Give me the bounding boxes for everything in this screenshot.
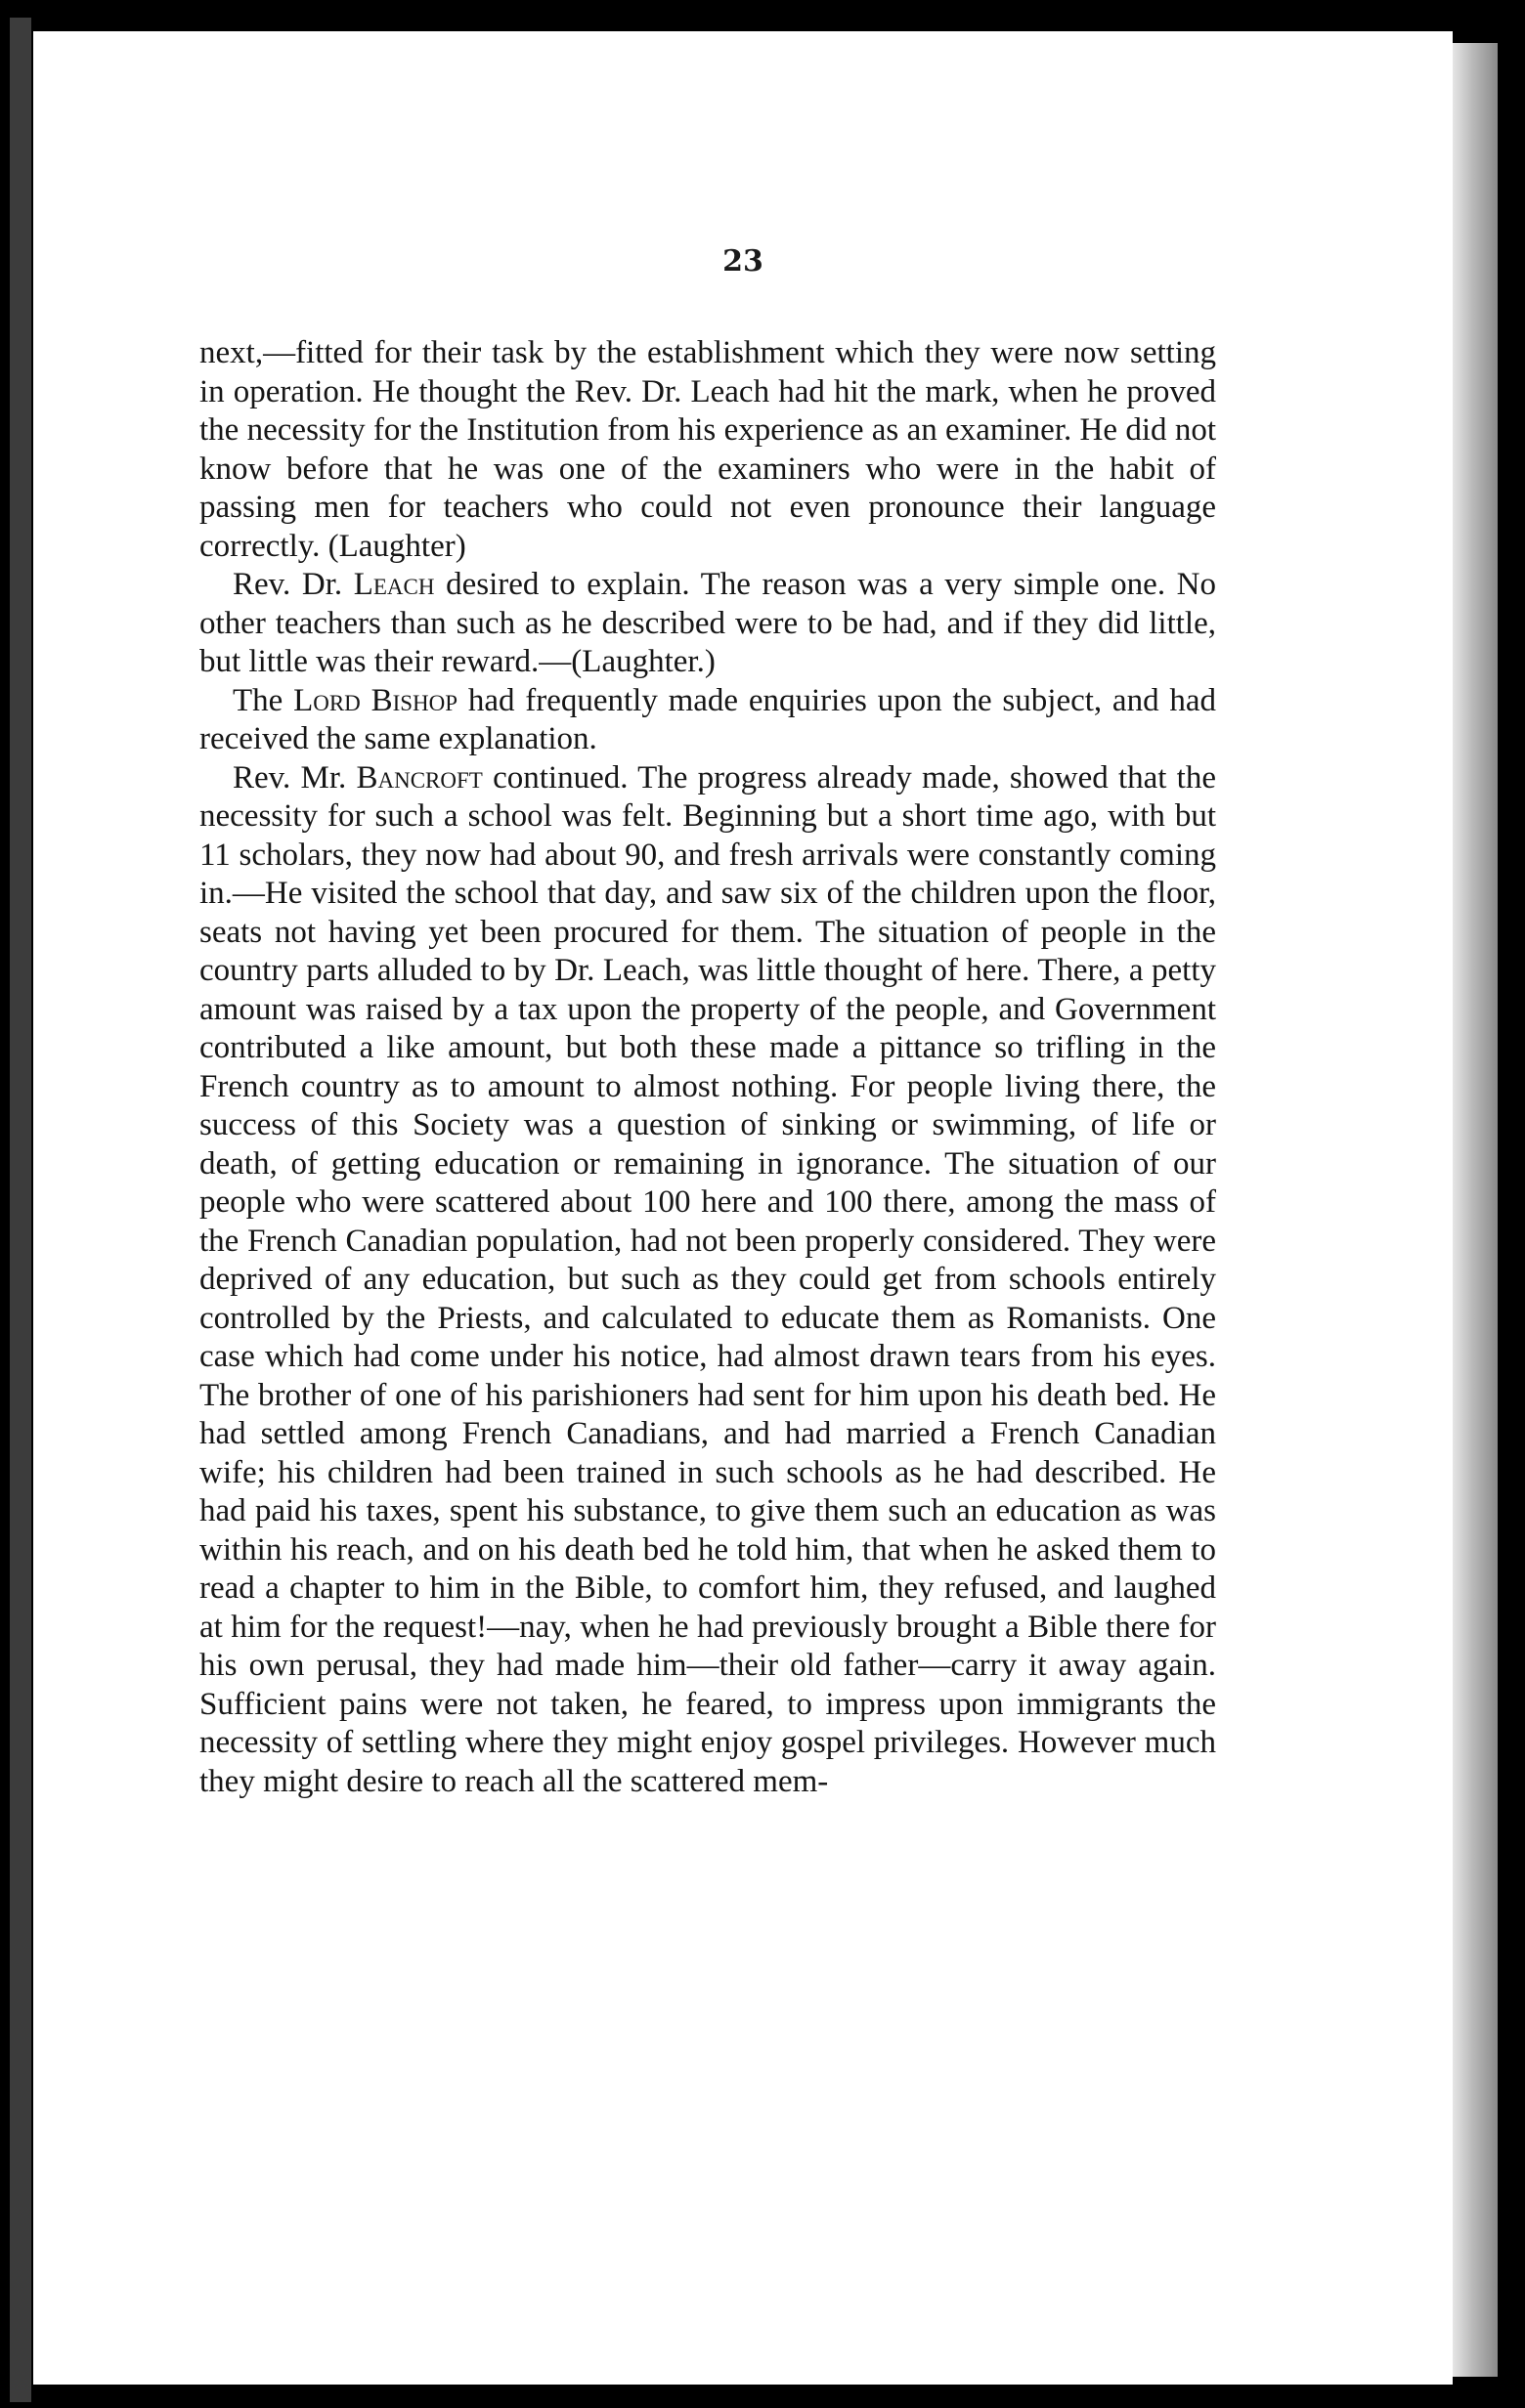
paragraph-leach <box>199 566 1216 682</box>
paragraph-continuation <box>199 334 1216 566</box>
paragraph-text: had frequently made enquiries upon the subject, and had received the same explanation. <box>199 682 1216 756</box>
document-page <box>33 31 1453 2385</box>
page-number: 23 <box>722 244 763 279</box>
body-text <box>199 334 1216 1801</box>
paragraph-text: next,—fitted for their task by the establishment which they were now setting in operation. He thought the Rev. Dr. Leach had hit the mark, when he proved the necessity for the Institution from his experience as an examiner. He did not know before that he was one of the examiners who were in the habit of passing men for teachers who could not even pronounce their language correctly. (Laughter) <box>199 335 1216 564</box>
speaker-title: The <box>233 682 294 718</box>
speaker-name: Lord Bishop <box>293 682 458 718</box>
paragraph-bancroft <box>199 759 1216 1802</box>
paragraph-text: continued. The progress already made, showed that the necessity for such a school was felt. Beginning but a short time ago, with but 11 scholars, they now had about 90, and fresh arrivals were constantly coming in.—He visited the school that day, and saw six of the children upon the floor, seats not having yet been procured for them. The situation of people in the country parts alluded to by Dr. Leach, was little thought of here. There, a petty amount was raised by a tax upon the property of the people, and Government contributed a like amount, but both these made a pittance so trifling in the French country as to amount to almost nothing. For people living there, the success of this Society was a question of sinking or swimming, of life or death, of getting education or remaining in ignorance. The situation of our people who were scattered about 100 here and 100 there, among the mass of the French Canadian population, had not been properly considered. They were deprived of any education, but such as they could get from schools entirely controlled by the Priests, and calculated to educate them as Romanists. One case which had come under his notice, had almost drawn tears from his eyes. The brother of one of his parishioners had sent for him upon his death bed. He had settled among French Canadians, and had married a French Canadian wife; his children had been trained in such schools as he had described. He had paid his taxes, spent his substance, to give them such an education as was within his reach, and on his death bed he told him, that when he asked them to read a chapter to him in the Bible, to comfort him, they refused, and laughed at him for the request!—nay, when he had previously brought a Bible there for his own perusal, they had made him—their old father—carry it away again. Sufficient pains were not taken, he feared, to impress upon immigrants the necessity of settling where they might enjoy gospel privileges. However much they might desire to reach all the scattered mem- <box>199 759 1216 1799</box>
right-binding-edge <box>1453 43 1498 2377</box>
speaker-name: Leach <box>353 567 435 602</box>
paragraph-text: desired to explain. The reason was a very simple one. No other teachers than such as he described were to be had, and if they did little, but little was their reward.—(Laughter.) <box>199 567 1216 679</box>
speaker-title: Rev. Mr. <box>233 759 357 796</box>
speaker-title: Rev. Dr. <box>233 567 354 602</box>
paragraph-bishop <box>199 682 1216 759</box>
speaker-name: Bancroft <box>356 759 483 796</box>
left-page-edge <box>10 18 31 2402</box>
